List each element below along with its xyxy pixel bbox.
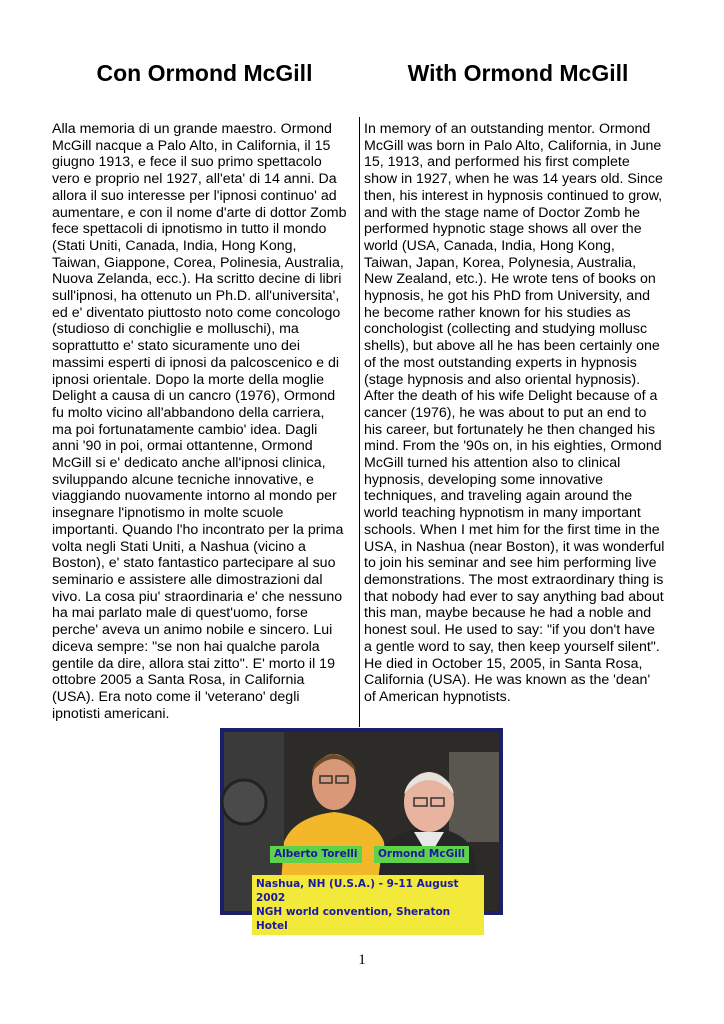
page-number: 1 [358,952,366,968]
photo-label-right: Ormond McGill [374,846,469,863]
column-divider [359,117,360,727]
column-english-text: In memory of an outstanding mentor. Ormond McGill was born in Palo Alto, California, in June 15, 1913, and performed his first complete show in 1927, when he was 14 years old. Since then, his interest in hypnosis continued to grow, and with the stage name of Doctor Zomb he performed hypnotic stage shows all over the world (USA, Canada, India, Hong Kong, Taiwan, Japan, Korea, Polynesia, Australia, New Zealand, etc.). He wrote tens of books on hypnosis, he got his PhD from University, and he become rather known for his studies as conchologist (collecting and studying mollusc shells), but above all he has been certainly one of the most outstanding experts in hypnosis (stage hypnosis and also oriental hypnosis). After the death of his wife Delight because of a cancer (1976), he was about to put an end to his career, but fortunately he then changed his mind. From the '90s on, in his eighties, Ormond McGill turned his attention also to clinical hypnosis, developing some innovative techniques, and traveling again around the world teaching hypnotism in many important schools. When I met him for the first time in the USA, in Nashua (near Boston), it was wonderful to join his seminar and see him performing live demonstrations. The most extraordinary thing is that nobody had ever to say anything bad about this man, maybe because he had a noble and honest soul. He used to say: "if you don't have a gentle word to say, then keep yourself silent". He died in October 15, 2005, in Santa Rosa, California (USA). He was known as the 'dean' of American hypnotists. [364,121,665,705]
title-italian: Con Ormond McGill [96,60,313,86]
photo-label-left: Alberto Torelli [270,846,362,863]
title-english: With Ormond McGill [407,60,629,86]
photo-image [224,732,499,932]
photo-frame [220,728,503,932]
photo-caption: Nashua, NH (U.S.A.) - 9-11 August 2002 NGH world convention, Sheraton Hotel [252,875,484,935]
column-italian-text: Alla memoria di un grande maestro. Ormond McGill nacque a Palo Alto, in California, il 15 giugno 1913, e fece il suo primo spettacolo vero e proprio nel 1927, all'eta' di 14 anni. Da allora il suo interesse per l'ipnosi continuo' ad aumentare, e con il nome d'arte di dottor Zomb fece spettacoli di ipnotismo in tutto il mondo (Stati Uniti, Canada, India, Hong Kong, Taiwan, Giappone, Corea, Polinesia, Australia, Nuova Zelanda, ecc.). Ha scritto decine di libri sull'ipnosi, ha ottenuto un Ph.D. all'universita', ed e' diventato piuttosto noto come concologo (studioso di conchiglie e molluschi), ma soprattutto e' stato sicuramente uno dei massimi esperti di ipnosi da palcoscenico e di ipnosi orientale. Dopo la morte della moglie Delight a causa di un cancro (1976), Ormond fu molto vicino all'abbandono della carriera, ma poi fortunatamente cambio' idea. Dagli anni '90 in poi, ormai ottantenne, Ormond McGill si e' dedicato anche all'ipnosi clinica, sviluppando alcune tecniche innovative, e viaggiando nuovamente intorno al mondo per insegnare l'ipnotismo in molte scuole importanti. Quando l'ho incontrato per la prima volta negli Stati Uniti, a Nashua (vicino a Boston), e' stato fantastico partecipare al suo seminario e assistere alle dimostrazioni dal vivo. La cosa piu' straordinaria e' che nessuno ha mai parlato male di quest'uomo, forse perche' aveva un animo nobile e sincero. Lui diceva sempre: "se non hai qualche parola gentile da dire, allora stai zitto". E' morto il 19 ottobre 2005 a Santa Rosa, in California (USA). Era noto come il 'veterano' degli ipnotisti americani. [52,121,347,722]
